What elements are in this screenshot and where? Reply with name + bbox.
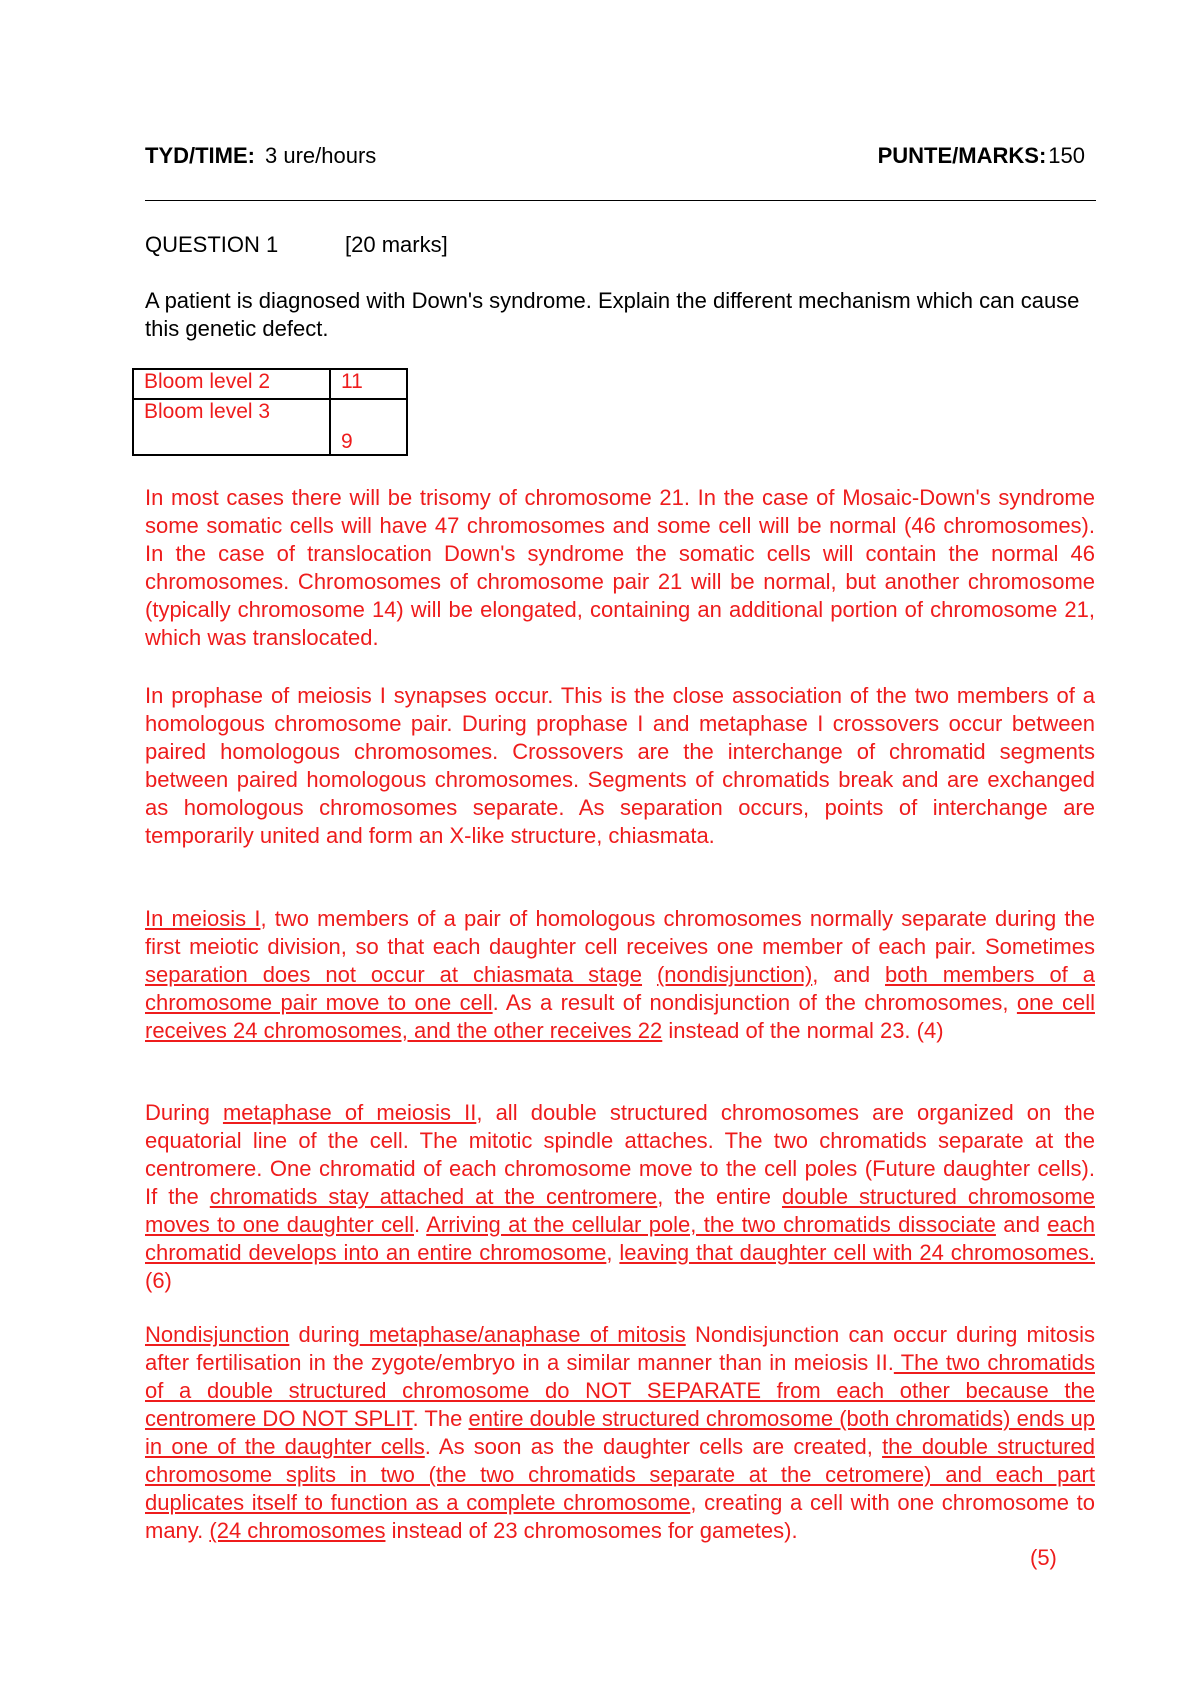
answer-text: during: [289, 1322, 360, 1347]
answer-paragraph-meiosis-two: [145, 1099, 1095, 1295]
time-block: [145, 143, 376, 169]
bloom-value-cell: 9: [330, 399, 407, 455]
answer-text: instead of 23 chromosomes for gametes).: [385, 1518, 798, 1543]
answer-phrase: metaphase of meiosis II: [222, 1100, 477, 1125]
answer-phrase: leaving that daughter cell with 24 chromosomes.: [619, 1240, 1095, 1265]
bloom-level-cell: Bloom level 3: [133, 399, 330, 455]
answer-phrase: entire double structured chromosome (both chromatids) ends up in one of the daughter cells: [145, 1406, 1095, 1459]
answer-text: , two members of a pair of homologous chromosomes normally separate during the first meiotic division, so that each daughter cell receives one member of each pair. Sometimes: [145, 906, 1095, 959]
answer-phrase: one cell receives 24 chromosomes, and the other receives 22: [145, 990, 1095, 1043]
header-divider: [145, 200, 1096, 201]
question-heading: [145, 232, 448, 258]
answer-text: , and: [812, 962, 886, 987]
answer-text: , all double structured chromosomes are organized on the equatorial line of the cell. The mitotic spindle attaches. The two chromatids separate at the centromere. One chromatid of each chromosome move to the cell poles (Future daughter cells). If the: [145, 1100, 1095, 1209]
answer-text: . As soon as the daughter cells are created,: [424, 1434, 883, 1459]
answer-paragraph-mitosis: [145, 1321, 1095, 1545]
marks-label: PUNTE/MARKS:: [877, 143, 1047, 168]
question-prompt: A patient is diagnosed with Down's syndrome. Explain the different mechanism which can cause this genetic defect.: [145, 288, 1080, 341]
answer-paragraph-prophase: In prophase of meiosis I synapses occur. This is the close association of the two members of a homologous chromosome pair. During prophase I and metaphase I crossovers occur between paired homologous chromosomes. Crossovers are the interchange of chromatid segments between paired homologous chromosomes. Segments of chromatids break and are exchanged as homologous chromosomes separate. As separation occurs, points of interchange are temporarily united and form an X-like structure, chiasmata.: [145, 683, 1095, 848]
answer-text: [642, 962, 657, 987]
answer-phrase: double structured chromosome moves to one daughter cell: [145, 1184, 1095, 1237]
answer-text: . The: [412, 1406, 469, 1431]
answer-phrase: Nondisjunction: [145, 1322, 290, 1347]
answer-phrase: chromatids stay attached at the centromere: [209, 1184, 658, 1209]
answer-text: , the entire: [657, 1184, 782, 1209]
answer-paragraph-meiosis-one: [145, 905, 1095, 1045]
answer-phrase: In meiosis I: [145, 906, 261, 931]
answer-text: and: [995, 1212, 1048, 1237]
question-number: QUESTION 1: [145, 232, 279, 257]
answer-text: ,: [606, 1240, 620, 1265]
answer-text: Nondisjunction can occur during mitosis after fertilisation in the zygote/embryo in a similar manner than in meiosis II.: [145, 1322, 1095, 1375]
marks-value: 150: [1048, 143, 1085, 168]
answer-phrase: metaphase/anaphase of mitosis: [359, 1322, 686, 1347]
mitosis-marks: (5): [1030, 1545, 1057, 1570]
answer-phrase: Arriving at the cellular pole, the two chromatids dissociate: [426, 1212, 996, 1237]
bloom-row: [133, 369, 407, 399]
answer-phrase: the double structured chromosome splits in two (the two chromatids separate at the cetromere) and each part duplicates itself to function as a complete chromosome: [145, 1434, 1095, 1515]
answer-text: During: [145, 1100, 223, 1125]
exam-header: [145, 143, 1085, 173]
bloom-level-table: [132, 368, 408, 456]
answer-phrase: each chromatid develops into an entire chromosome: [145, 1212, 1095, 1265]
bloom-row: [133, 399, 407, 455]
answer-text: (6): [145, 1268, 172, 1293]
answer-phrase: (nondisjunction): [656, 962, 813, 987]
answer-text: , creating a cell with one chromosome to many.: [145, 1490, 1095, 1543]
answer-text: instead of the normal 23. (4): [662, 1018, 944, 1043]
answer-text: . As a result of nondisjunction of the chromosomes,: [492, 990, 1017, 1015]
bloom-value-cell: 11: [330, 369, 407, 399]
time-value: 3 ure/hours: [265, 143, 377, 168]
question-marks: [20 marks]: [345, 232, 448, 257]
answer-phrase: separation does not occur at chiasmata stage: [145, 962, 643, 987]
answer-paragraph-trisomy: In most cases there will be trisomy of chromosome 21. In the case of Mosaic-Down's syndrome some somatic cells will have 47 chromosomes and some cell will be normal (46 chromosomes). In the case of translocation Down's syndrome the somatic cells will contain the normal 46 chromosomes. Chromosomes of chromosome pair 21 will be normal, but another chromosome (typically chromosome 14) will be elongated, containing an additional portion of chromosome 21, which was translocated.: [145, 485, 1095, 650]
bloom-level-cell: Bloom level 2: [133, 369, 330, 399]
marks-block: [878, 143, 1085, 169]
answer-phrase: (24 chromosomes: [209, 1518, 386, 1543]
answer-text: .: [414, 1212, 427, 1237]
answer-phrase: The two chromatids of a double structured chromosome do NOT SEPARATE from each other because the centromere DO NOT SPLIT: [145, 1350, 1095, 1431]
time-label: TYD/TIME:: [145, 143, 255, 168]
answer-phrase: both members of a chromosome pair move to one cell: [145, 962, 1095, 1015]
